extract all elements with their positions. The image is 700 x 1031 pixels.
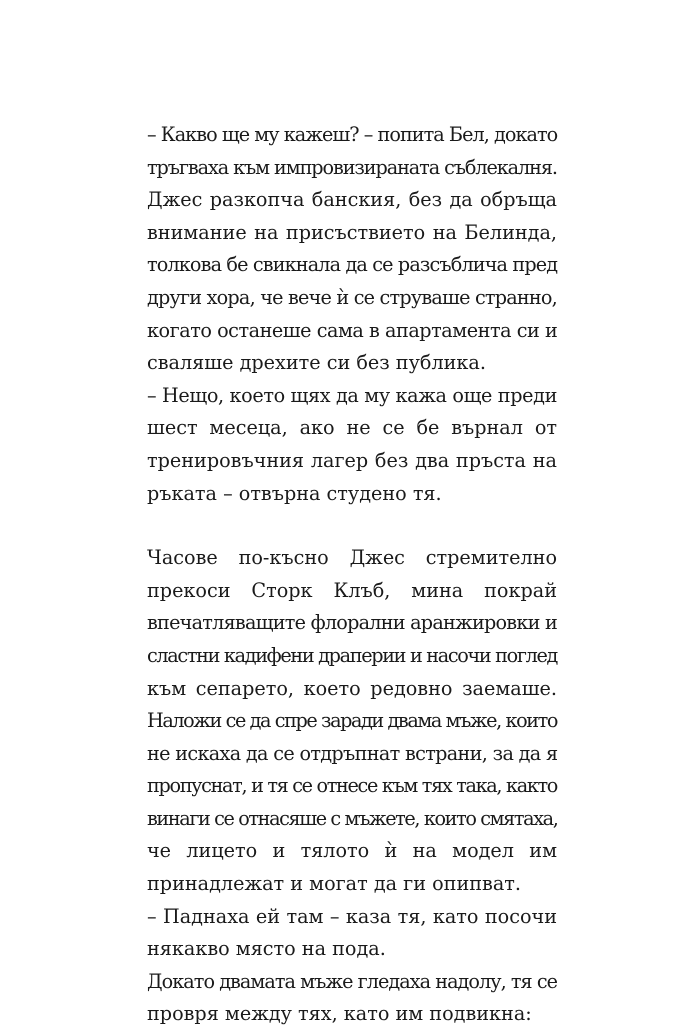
text-line: прекоси Сторк Клъб, мина покрай — [147, 578, 557, 602]
text-line: тръгваха към импровизираната съблекалня. — [147, 155, 557, 179]
text-line: провря между тях, като им подвикна: — [147, 1002, 532, 1026]
paragraph-narration-2 — [147, 542, 557, 901]
text-line: тренировъчния лагер без два пръста на — [147, 448, 557, 472]
paragraph-narration-3 — [147, 966, 557, 1031]
text-line: Наложи се да спре заради двама мъже, които — [147, 709, 557, 733]
paragraph-narration-1 — [147, 184, 557, 380]
text-line: Джес разкопча банския, без да обръща — [147, 188, 557, 212]
text-line: шест месеца, ако не се бе върнал от — [147, 416, 557, 440]
text-line: впечатляващите флорални аранжировки и — [147, 611, 557, 635]
text-line: не искаха да се отдръпнат встрани, за да я — [147, 741, 558, 765]
paragraph-dialogue-3 — [147, 901, 557, 966]
text-line: някакво място на пода. — [147, 937, 386, 961]
text-line: принадлежат и могат да ги опипват. — [147, 872, 521, 896]
text-line: внимание на присъствието на Белинда, — [147, 220, 557, 244]
text-line: ръката – отвърна студено тя. — [147, 481, 442, 505]
body-text — [147, 119, 557, 1031]
paragraph-dialogue-2 — [147, 380, 557, 510]
text-line: – Паднаха ей там – каза тя, като посочи — [147, 904, 557, 928]
text-line: – Какво ще му кажеш? – попита Бел, докато — [147, 123, 558, 146]
text-line: към сепарето, което редовно заемаше. — [147, 676, 557, 700]
text-line: винаги се отнасяше с мъжете, които смятаха, — [147, 806, 558, 830]
text-line: сластни кадифени драперии и насочи поглед — [147, 643, 557, 667]
text-line: други хора, че вече ѝ се струваше странно, — [147, 285, 557, 309]
text-line: сваляше дрехите си без публика. — [147, 351, 486, 375]
text-line: Часове по-късно Джес стремително — [147, 546, 557, 570]
text-line: когато останеше сама в апартамента си и — [147, 318, 558, 342]
paragraph-dialogue-1 — [147, 119, 557, 184]
text-line: – Нещо, което щях да му кажа още преди — [147, 383, 557, 407]
text-line: толкова бе свикнала да се разсъблича пред — [147, 253, 558, 277]
text-line: Докато двамата мъже гледаха надолу, тя се — [147, 969, 558, 993]
text-line: пропуснат, и тя се отнесе към тях така, както — [147, 774, 558, 798]
text-line: че лицето и тялото ѝ на модел им — [147, 839, 557, 863]
